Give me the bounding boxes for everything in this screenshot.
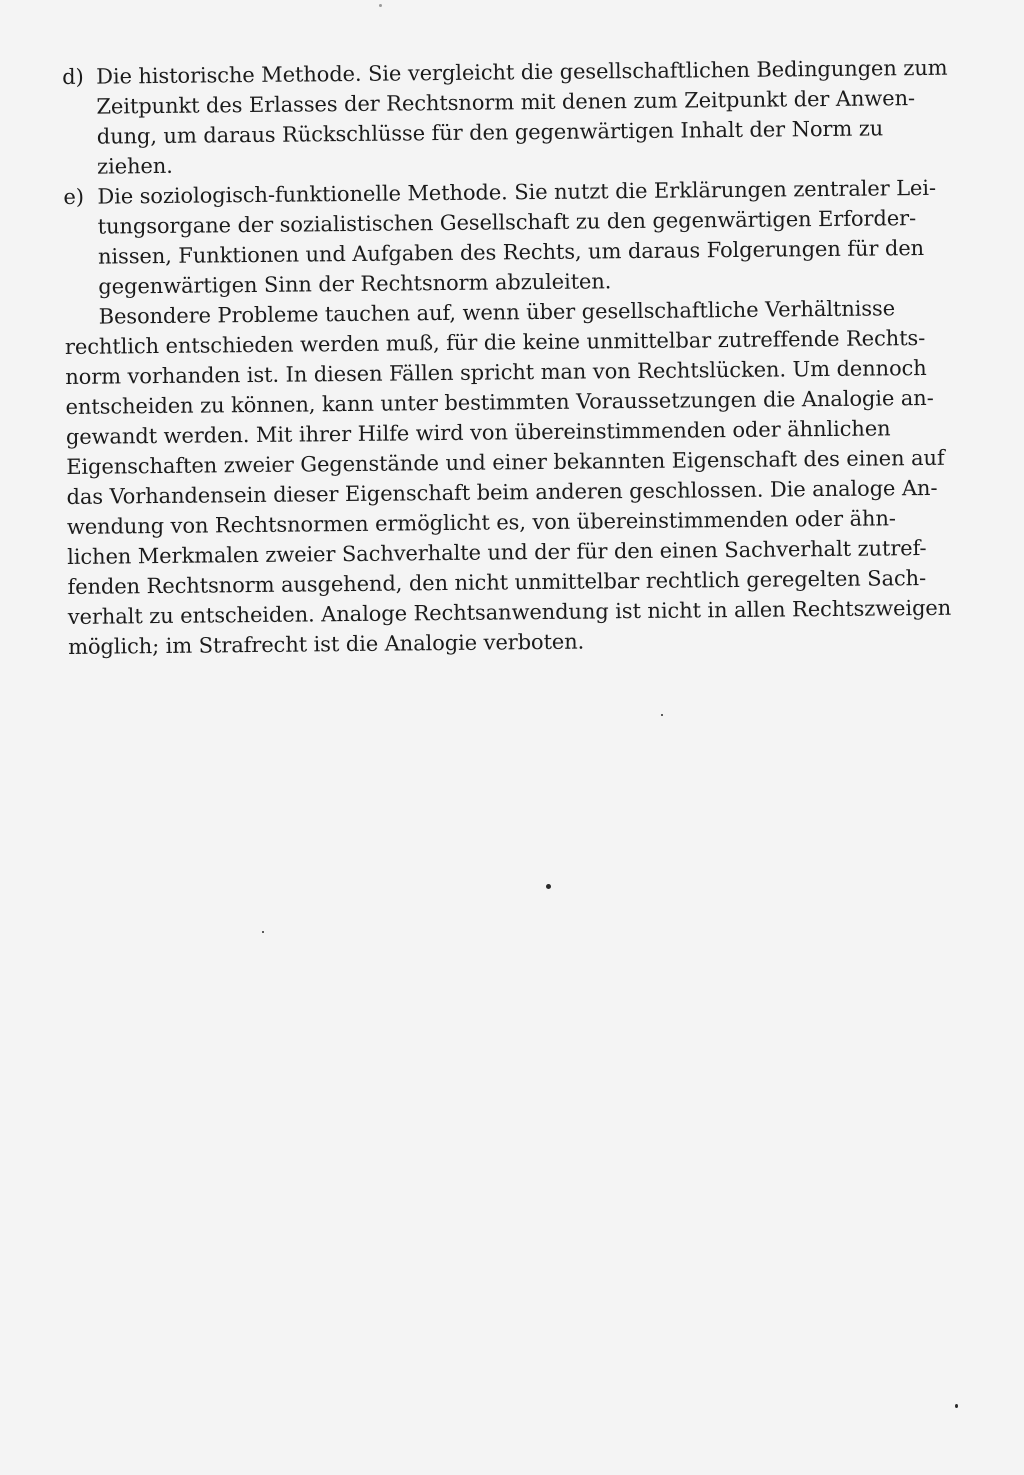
text-line: Eigenschaften zweier Gegenstände und einer bekannten Eigenschaft des einen auf xyxy=(66,445,945,479)
text-line: Die soziologisch-funktionelle Methode. Sie nutzt die Erklärungen zentraler Lei- xyxy=(97,175,937,209)
text-line: ziehen. xyxy=(96,153,173,179)
paragraph xyxy=(64,293,952,662)
scan-speck xyxy=(661,714,663,716)
scan-speck xyxy=(546,884,551,889)
list-marker: d) xyxy=(62,64,84,89)
text-line: lichen Merkmalen zweier Sachverhalte und der für den einen Sachverhalt zutref- xyxy=(67,535,927,569)
text-line: Besondere Probleme tauchen auf, wenn über gesellschaftliche Verhältnisse xyxy=(98,296,896,329)
scan-speck xyxy=(955,1404,958,1408)
text-line: das Vorhandensein dieser Eigenschaft beim anderen geschlossen. Die analoge An- xyxy=(66,475,938,509)
text-line: tungsorgane der sozialistischen Gesellschaft zu den gegenwärtigen Erforder- xyxy=(97,206,917,239)
text-line: dung, um daraus Rückschlüsse für den gegenwärtigen Inhalt der Norm zu xyxy=(96,116,884,149)
text-line: entscheiden zu können, kann unter bestimmten Voraussetzungen die Analogie an- xyxy=(65,385,934,419)
text-line: Zeitpunkt des Erlasses der Rechtsnorm mit denen zum Zeitpunkt der Anwen- xyxy=(96,86,916,119)
text-line: gegenwärtigen Sinn der Rechtsnorm abzuleiten. xyxy=(98,269,612,299)
text-line: norm vorhanden ist. In diesen Fällen spricht man von Rechtslücken. Um dennoch xyxy=(65,355,927,389)
text-line: rechtlich entschieden werden muß, für die keine unmittelbar zutreffende Rechts- xyxy=(64,325,926,359)
text-line: nissen, Funktionen und Aufgaben des Rechts, um daraus Folgerungen für den xyxy=(97,235,925,269)
text-line: verhalt zu entscheiden. Analoge Rechtsanwendung ist nicht in allen Rechtszweigen xyxy=(67,595,952,629)
text-line: möglich; im Strafrecht ist die Analogie verboten. xyxy=(68,629,585,659)
list-marker: e) xyxy=(63,184,84,209)
text-line: fenden Rechtsnorm ausgehend, den nicht unmittelbar rechtlich geregelten Sach- xyxy=(67,565,927,599)
scan-speck xyxy=(262,931,264,933)
text-line: gewandt werden. Mit ihrer Hilfe wird von übereinstimmenden oder ähnlichen xyxy=(65,416,891,449)
text-line: Die historische Methode. Sie vergleicht die gesellschaftlichen Bedingungen zum xyxy=(96,55,948,89)
text-line: wendung von Rechtsnormen ermöglicht es, von übereinstimmenden oder ähn- xyxy=(66,506,896,539)
list-item-d xyxy=(62,53,948,182)
text-block xyxy=(62,53,952,662)
list-item-e xyxy=(63,173,937,302)
scan-speck xyxy=(379,4,382,7)
